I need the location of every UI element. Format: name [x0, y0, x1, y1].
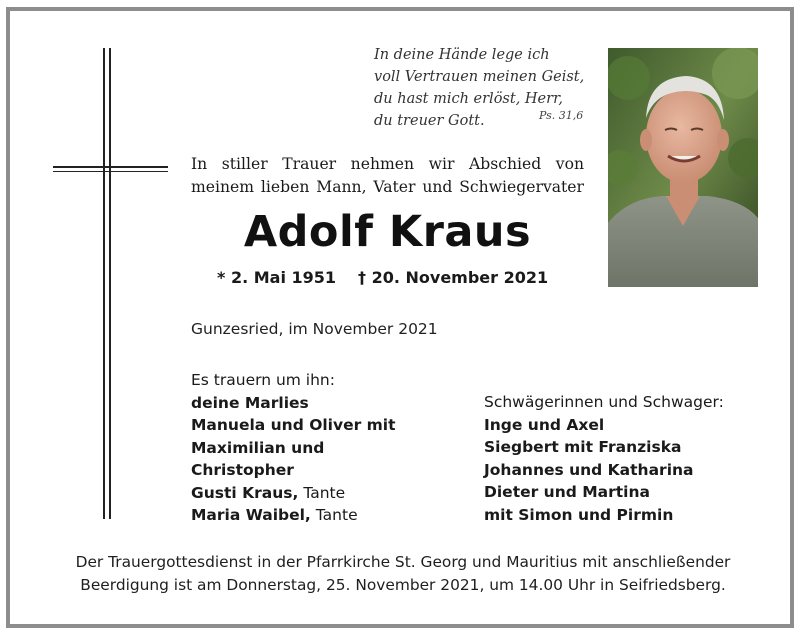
deceased-name: Adolf Kraus	[243, 207, 532, 257]
cross-vertical-line	[109, 48, 111, 519]
mourner-name: Siegbert mit Franziska	[484, 438, 682, 456]
mourner-name: Maria Waibel,	[191, 506, 311, 524]
cross-horizontal-line	[53, 171, 168, 172]
obituary-frame	[6, 7, 794, 628]
mourner-name: Christopher	[191, 461, 294, 479]
mourner-name: Inge und Axel	[484, 415, 605, 434]
intro-line: In stiller Trauer nehmen wir Abschied von	[191, 155, 584, 173]
death-date: † 20. November 2021	[358, 268, 549, 287]
mourner-line	[191, 459, 396, 482]
service-line: Der Trauergottesdienst in der Pfarrkirche St. Georg und Mauritius mit anschließender	[75, 553, 731, 571]
mourner-name: deine Marlies	[191, 393, 309, 412]
intro-text	[191, 153, 584, 199]
portrait-photo	[608, 48, 758, 287]
mourner-name: Manuela und Oliver mit	[191, 416, 396, 434]
verse-line: du hast mich erlöst, Herr,	[374, 91, 564, 107]
mourners-left	[191, 369, 396, 527]
mourner-name: Maximilian und	[191, 438, 325, 457]
intro-line: meinem lieben Mann, Vater und Schwiegervater	[191, 178, 584, 196]
verse-line: In deine Hände lege ich	[374, 47, 550, 63]
mourner-name: Johannes und Katharina	[484, 460, 694, 479]
mourner-name: Dieter und Martina	[484, 483, 650, 501]
cross-horizontal-line	[53, 166, 168, 168]
mourner-relation: Tante	[315, 506, 358, 524]
life-dates	[217, 268, 548, 287]
mourner-name: mit Simon und Pirmin	[484, 505, 674, 524]
mourner-relation: Tante	[303, 483, 346, 502]
mourner-line	[191, 482, 396, 505]
mourner-line	[191, 414, 396, 437]
service-line: Beerdigung ist am Donnerstag, 25. November 2021, um 14.00 Uhr in Seifriedsberg.	[80, 575, 726, 594]
verse-line: voll Vertrauen meinen Geist,	[374, 69, 585, 85]
birth-date: * 2. Mai 1951	[217, 268, 337, 287]
mourner-line	[191, 437, 396, 460]
place-date: Gunzesried, im November 2021	[191, 320, 438, 338]
verse-reference: Ps. 31,6	[539, 109, 584, 122]
mourner-name: Gusti Kraus,	[191, 483, 299, 502]
mourner-line	[191, 504, 396, 527]
mourners-heading: Es trauern um ihn:	[191, 371, 335, 389]
verse-line: du treuer Gott.	[374, 113, 485, 129]
cross-vertical-line	[103, 48, 105, 519]
mourner-line	[191, 392, 396, 415]
funeral-service-notice	[47, 551, 759, 596]
mourners-right	[484, 391, 724, 526]
mourners-heading: Schwägerinnen und Schwager:	[484, 393, 724, 411]
